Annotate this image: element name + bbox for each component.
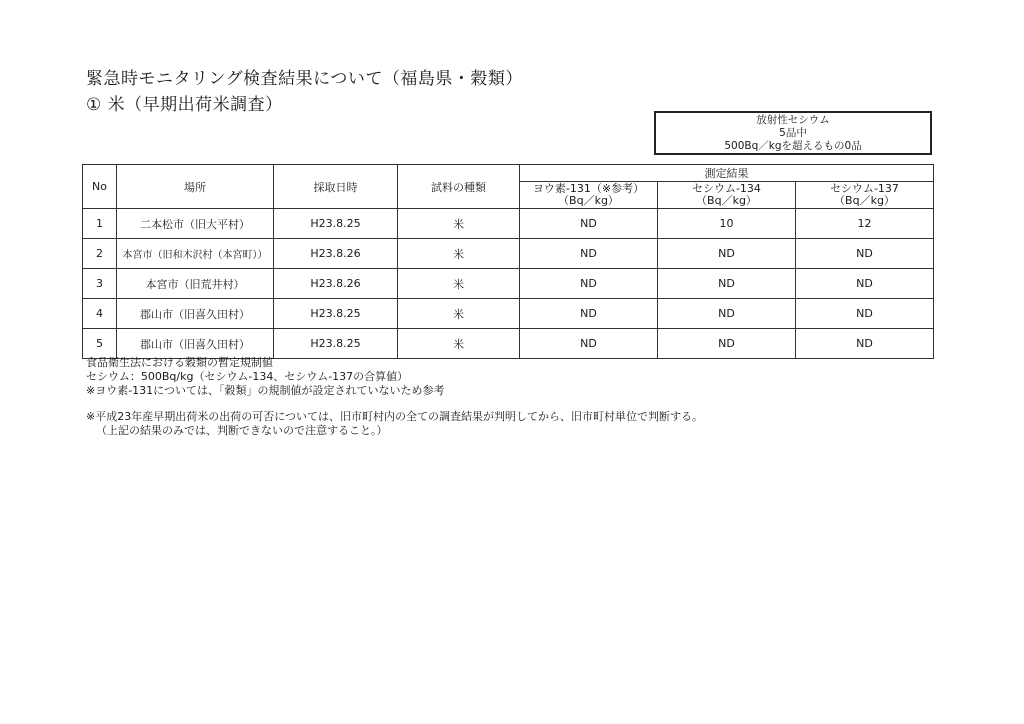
results-table xyxy=(82,164,934,359)
cell-date: H23.8.25 xyxy=(274,299,398,329)
cell-cs134: 10 xyxy=(658,209,796,239)
cell-iodine: ND xyxy=(520,299,658,329)
table-row xyxy=(83,299,934,329)
summary-line-exceed: 500Bq／kgを超えるもの0品 xyxy=(724,140,862,152)
cell-cs134: ND xyxy=(658,299,796,329)
cell-no: 1 xyxy=(83,209,117,239)
header-cs137-unit: （Bq／kg） xyxy=(834,194,895,207)
header-date: 採取日時 xyxy=(274,165,398,209)
shipment-footnote xyxy=(86,410,703,438)
cell-date: H23.8.26 xyxy=(274,239,398,269)
cell-cs134: ND xyxy=(658,269,796,299)
cell-location: 二本松市（旧大平村） xyxy=(117,209,274,239)
header-cs137-label: セシウム-137 xyxy=(830,182,899,195)
table-row xyxy=(83,239,934,269)
cell-no: 4 xyxy=(83,299,117,329)
cell-cs137: ND xyxy=(796,299,934,329)
cell-location: 本宮市（旧和木沢村（本宮町）） xyxy=(117,239,274,269)
cell-cs137: ND xyxy=(796,269,934,299)
header-iodine-unit: （Bq／kg） xyxy=(558,194,619,207)
cell-cs137: ND xyxy=(796,329,934,359)
cell-type: 米 xyxy=(398,209,520,239)
page-title: 緊急時モニタリング検査結果について（福島県・穀類） xyxy=(86,69,523,89)
header-measurement-group: 測定結果 xyxy=(520,165,934,182)
table-row xyxy=(83,209,934,239)
cell-iodine: ND xyxy=(520,209,658,239)
cell-no: 2 xyxy=(83,239,117,269)
note-regulation-title: 食品衛生法における穀類の暫定規制値 xyxy=(86,356,273,369)
header-cs134 xyxy=(658,182,796,209)
table-row xyxy=(83,329,934,359)
table-row xyxy=(83,269,934,299)
header-cs134-unit: （Bq／kg） xyxy=(696,194,757,207)
cell-date: H23.8.25 xyxy=(274,209,398,239)
summary-line-count: 5品中 xyxy=(779,127,807,139)
cell-location: 郡山市（旧喜久田村） xyxy=(117,329,274,359)
cell-type: 米 xyxy=(398,239,520,269)
cell-no: 3 xyxy=(83,269,117,299)
header-sample-type: 試料の種類 xyxy=(398,165,520,209)
summary-box xyxy=(654,111,932,155)
header-no: No xyxy=(83,165,117,209)
summary-line-cesium: 放射性セシウム xyxy=(756,114,830,126)
header-cs134-label: セシウム-134 xyxy=(692,182,761,195)
cell-cs137: ND xyxy=(796,239,934,269)
cell-iodine: ND xyxy=(520,329,658,359)
cell-cs134: ND xyxy=(658,329,796,359)
header-iodine xyxy=(520,182,658,209)
footnote-line-2: （上記の結果のみでは、判断できないので注意すること。） xyxy=(96,424,388,437)
cell-no: 5 xyxy=(83,329,117,359)
header-location: 場所 xyxy=(117,165,274,209)
cell-location: 郡山市（旧喜久田村） xyxy=(117,299,274,329)
cell-date: H23.8.25 xyxy=(274,329,398,359)
page-subtitle: ① 米（早期出荷米調査） xyxy=(86,95,283,115)
cell-iodine: ND xyxy=(520,269,658,299)
cell-date: H23.8.26 xyxy=(274,269,398,299)
regulation-notes xyxy=(86,356,444,398)
note-cesium-limit: セシウム：500Bq/kg（セシウム-134、セシウム-137の合算値） xyxy=(86,370,409,383)
footnote-line-1: ※平成23年産早期出荷米の出荷の可否については、旧市町村内の全ての調査結果が判明してから、旧市町村単位で判断する。 xyxy=(86,410,703,423)
cell-location: 本宮市（旧荒井村） xyxy=(117,269,274,299)
header-cs137 xyxy=(796,182,934,209)
cell-cs134: ND xyxy=(658,239,796,269)
cell-type: 米 xyxy=(398,299,520,329)
note-iodine-reference: ※ヨウ素-131については、「穀類」の規制値が設定されていないため参考 xyxy=(86,384,445,397)
cell-cs137: 12 xyxy=(796,209,934,239)
cell-type: 米 xyxy=(398,269,520,299)
cell-type: 米 xyxy=(398,329,520,359)
header-iodine-label: ヨウ素-131（※参考） xyxy=(532,182,645,195)
cell-iodine: ND xyxy=(520,239,658,269)
